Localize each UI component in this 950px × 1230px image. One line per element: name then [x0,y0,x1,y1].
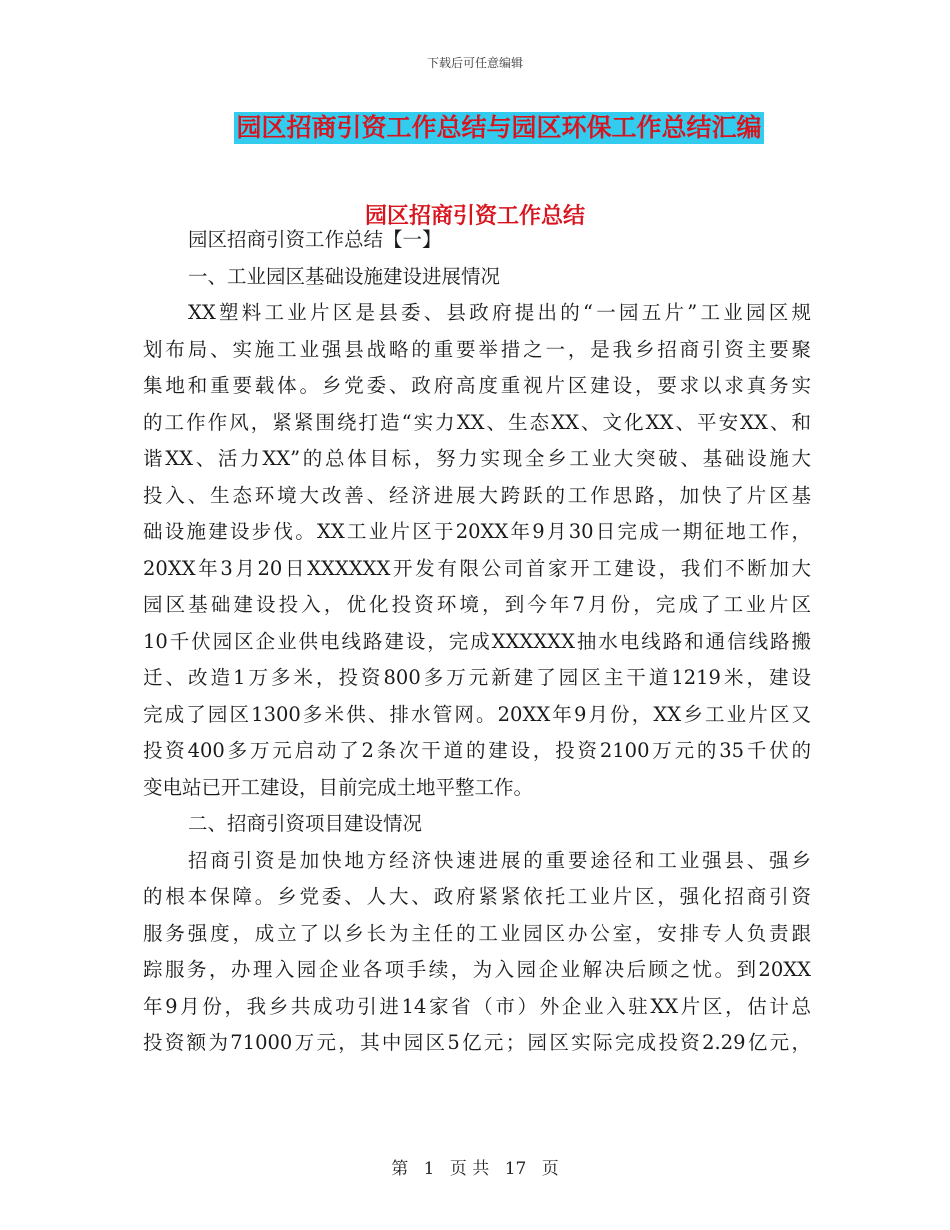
paragraph-line: 投资400多万元启动了2条次干道的建设，投资2100万元的35千伏的 [143,739,811,762]
paragraph-line: 10千伏园区企业供电线路建设，完成XXXXXX抽水电线路和通信线路搬 [143,629,811,653]
footer-total-pages: 17 [504,1159,527,1179]
footer-suffix: 页 [541,1159,559,1179]
subheading-part-one [143,222,811,259]
paragraph-line: 投入、生态环境大改善、经济进展大跨跃的工作思路，加快了片区基 [143,483,811,507]
paragraph-line: 投资额为71000万元，其中园区5亿元；园区实际完成投资2.29亿元， [143,1031,811,1054]
paragraph-investment-projects [143,843,811,1062]
paragraph-line: XX塑料工业片区是县委、县政府提出的“一园五片”工业园区规 [188,301,811,324]
paragraph-line: 20XX年3月20日XXXXXX开发有限公司首家开工建设，我们不断加大 [143,556,811,580]
paragraph-line: 一、工业园区基础设施建设进展情况 [188,264,501,288]
paragraph-line: 的工作作风，紧紧围绕打造“实力XX、生态XX、文化XX、平安XX、和 [143,410,811,434]
footer-prefix: 第 [391,1159,409,1179]
page-footer [0,1154,950,1179]
heading-investment-projects [143,806,811,843]
section-title: 园区招商引资工作总结 [364,203,585,229]
footer-page-number: 1 [423,1159,435,1179]
header-note: 下载后可任意编辑 [426,56,523,70]
heading-infrastructure [143,259,811,296]
footer-middle: 页 共 [449,1159,490,1179]
paragraph-line: 集地和重要载体。乡党委、政府高度重视片区建设，要求以求真务实 [143,374,811,397]
paragraph-line: 踪服务，办理入园企业各项手续，为入园企业解决后顾之忧。到20XX [143,958,811,981]
paragraph-infrastructure [143,295,811,806]
paragraph-line: 谐XX、活力XX”的总体目标，努力实现全乡工业大突破、基础设施大 [143,447,811,470]
paragraph-line: 变电站已开工建设，目前完成土地平整工作。 [143,775,534,799]
paragraph-line: 招商引资是加快地方经济快速进展的重要途径和工业强县、强乡 [188,848,811,872]
paragraph-line: 园区招商引资工作总结【一】 [188,228,442,251]
paragraph-line: 完成了园区1300多米供、排水管网。20XX年9月份，XX乡工业片区又 [143,702,811,726]
document-title: 园区招商引资工作总结与园区环保工作总结汇编 [236,113,762,142]
paragraph-line: 二、招商引资项目建设情况 [188,812,423,835]
paragraph-line: 园区基础建设投入，优化投资环境，到今年7月份，完成了工业片区 [143,593,811,616]
paragraph-line: 年9月份，我乡共成功引进14家省（市）外企业入驻XX片区，估计总 [143,994,811,1018]
paragraph-line: 迁、改造1万多米，投资800多万元新建了园区主干道1219米，建设 [143,666,811,689]
paragraph-line: 服务强度，成立了以乡长为主任的工业园区办公室，安排专人负责跟 [143,921,811,945]
paragraph-line: 划布局、实施工业强县战略的重要举措之一，是我乡招商引资主要聚 [143,337,811,361]
document-title-wrap [0,112,950,144]
document-body [143,222,811,1062]
paragraph-line: 的根本保障。乡党委、人大、政府紧紧依托工业片区，强化招商引资 [143,885,811,908]
paragraph-line: 础设施建设步伐。XX工业片区于20XX年9月30日完成一期征地工作， [143,520,811,543]
